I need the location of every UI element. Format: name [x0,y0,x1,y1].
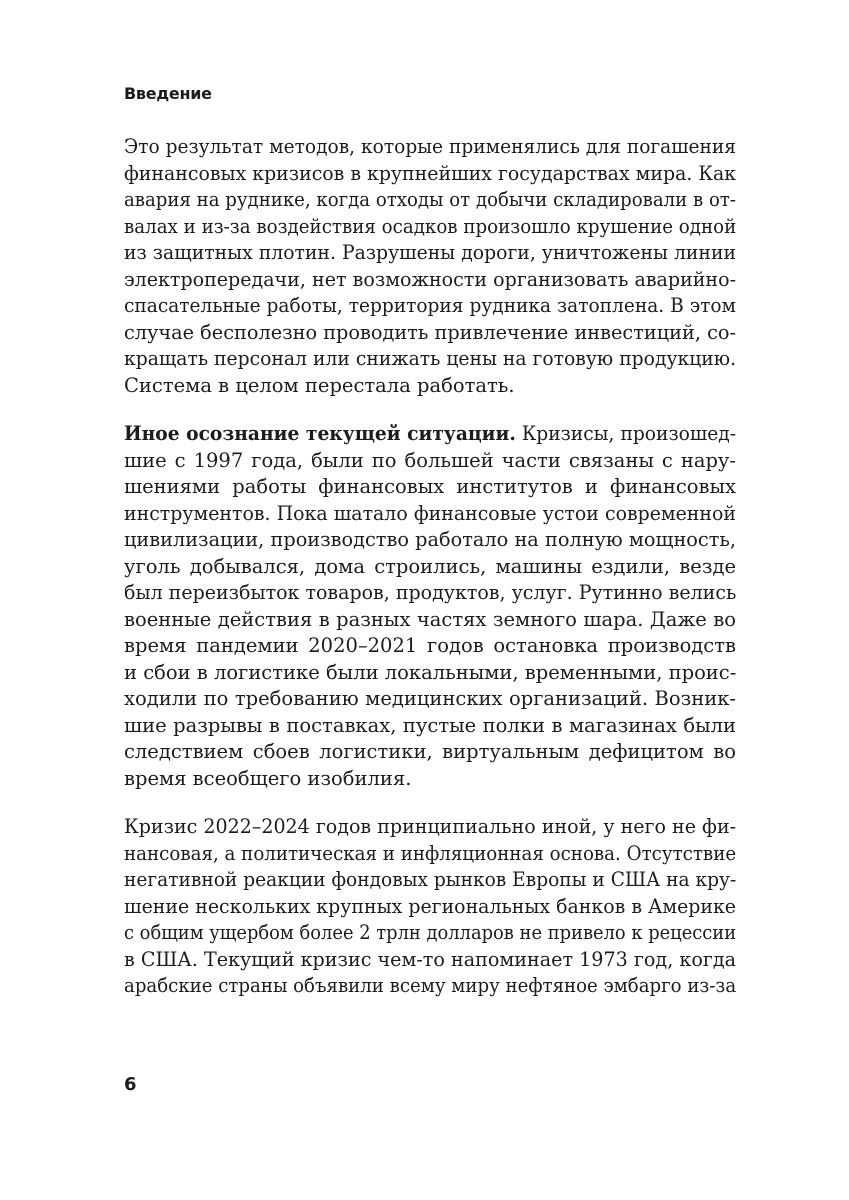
paragraph-2 [124,421,736,792]
text-line: из защитных плотин. Разрушены дороги, уничтожены линии [124,241,737,264]
text-line: Кризис 2022–2024 годов принципиально иной, у него не фи- [124,815,737,838]
text-line: шие с 1997 года, были по большей части связаны с нару- [124,448,736,472]
paragraph-1 [124,134,736,399]
text-line: был переизбыток товаров, продуктов, услуг. Рутинно велись [124,581,737,604]
text-line: с общим ущербом более 2 трлн долларов не привело к рецессии [124,921,737,944]
text-line: следствием сбоев логистики, виртуальным дефицитом во [124,740,736,763]
text-line: уголь добывался, дома строились, машины ездили, везде [124,554,736,578]
text-line: цивилизации, производство работало на полную мощность, [124,528,737,551]
text-line: время всеобщего изобилия. [124,766,412,790]
text-line: военные действия в разных частях земного шара. Даже во [124,607,736,631]
text-line: авария на руднике, когда отходы от добычи складировали в от- [124,188,737,211]
text-line: случае бесполезно проводить привлечение инвестиций, со- [124,320,737,344]
text-line: шение нескольких крупных региональных банков в Америке [124,894,737,918]
paragraph-3 [124,814,736,1000]
text-line: и сбои в логистике были локальными, временными, проис- [124,660,737,684]
page-number: 6 [124,1074,137,1095]
text-line: арабские страны объявили всему миру нефтяное эмбарго из-за [124,974,737,997]
text-line: кращать персонал или снижать цены на готовую продукцию. [124,347,737,370]
text-line: в США. Текущий кризис чем-то напоминает 1973 год, когда [124,947,737,971]
text-line: шие разрывы в поставках, пустые полки в магазинах были [124,713,736,737]
running-header: Введение [124,84,212,103]
paragraph-lead: Иное осознание текущей ситуации. [124,422,516,445]
text-line: инструментов. Пока шатало финансовые устои современной [124,501,737,525]
text-line: электропередачи, нет возможности организовать аварийно- [124,267,737,291]
text-line: финансовых кризисов в крупнейших государствах мира. Как [124,161,737,185]
text-line: негативной реакции фондовых рынков Европы и США на кру- [124,868,737,891]
text-line: Система в целом перестала работать. [124,373,515,397]
text-line-rest: Кризисы, произошед- [515,422,737,445]
text-line: нансовая, а политическая и инфляционная основа. Отсутствие [124,841,737,865]
text-line: ходили по требованию медицинских организаций. Возник- [124,687,736,710]
text-line: шениями работы финансовых институтов и финансовых [124,475,736,498]
text-line: время пандемии 2020–2021 годов остановка производств [124,634,736,657]
body-text [124,134,736,1000]
text-line: спасательные работы, территория рудника затоплена. В этом [124,294,737,317]
text-line: валах и из-за воздействия осадков произошло крушение одной [124,214,737,238]
text-line: Это результат методов, которые применялись для погашения [124,135,737,158]
text-line-with-lead [124,421,736,448]
